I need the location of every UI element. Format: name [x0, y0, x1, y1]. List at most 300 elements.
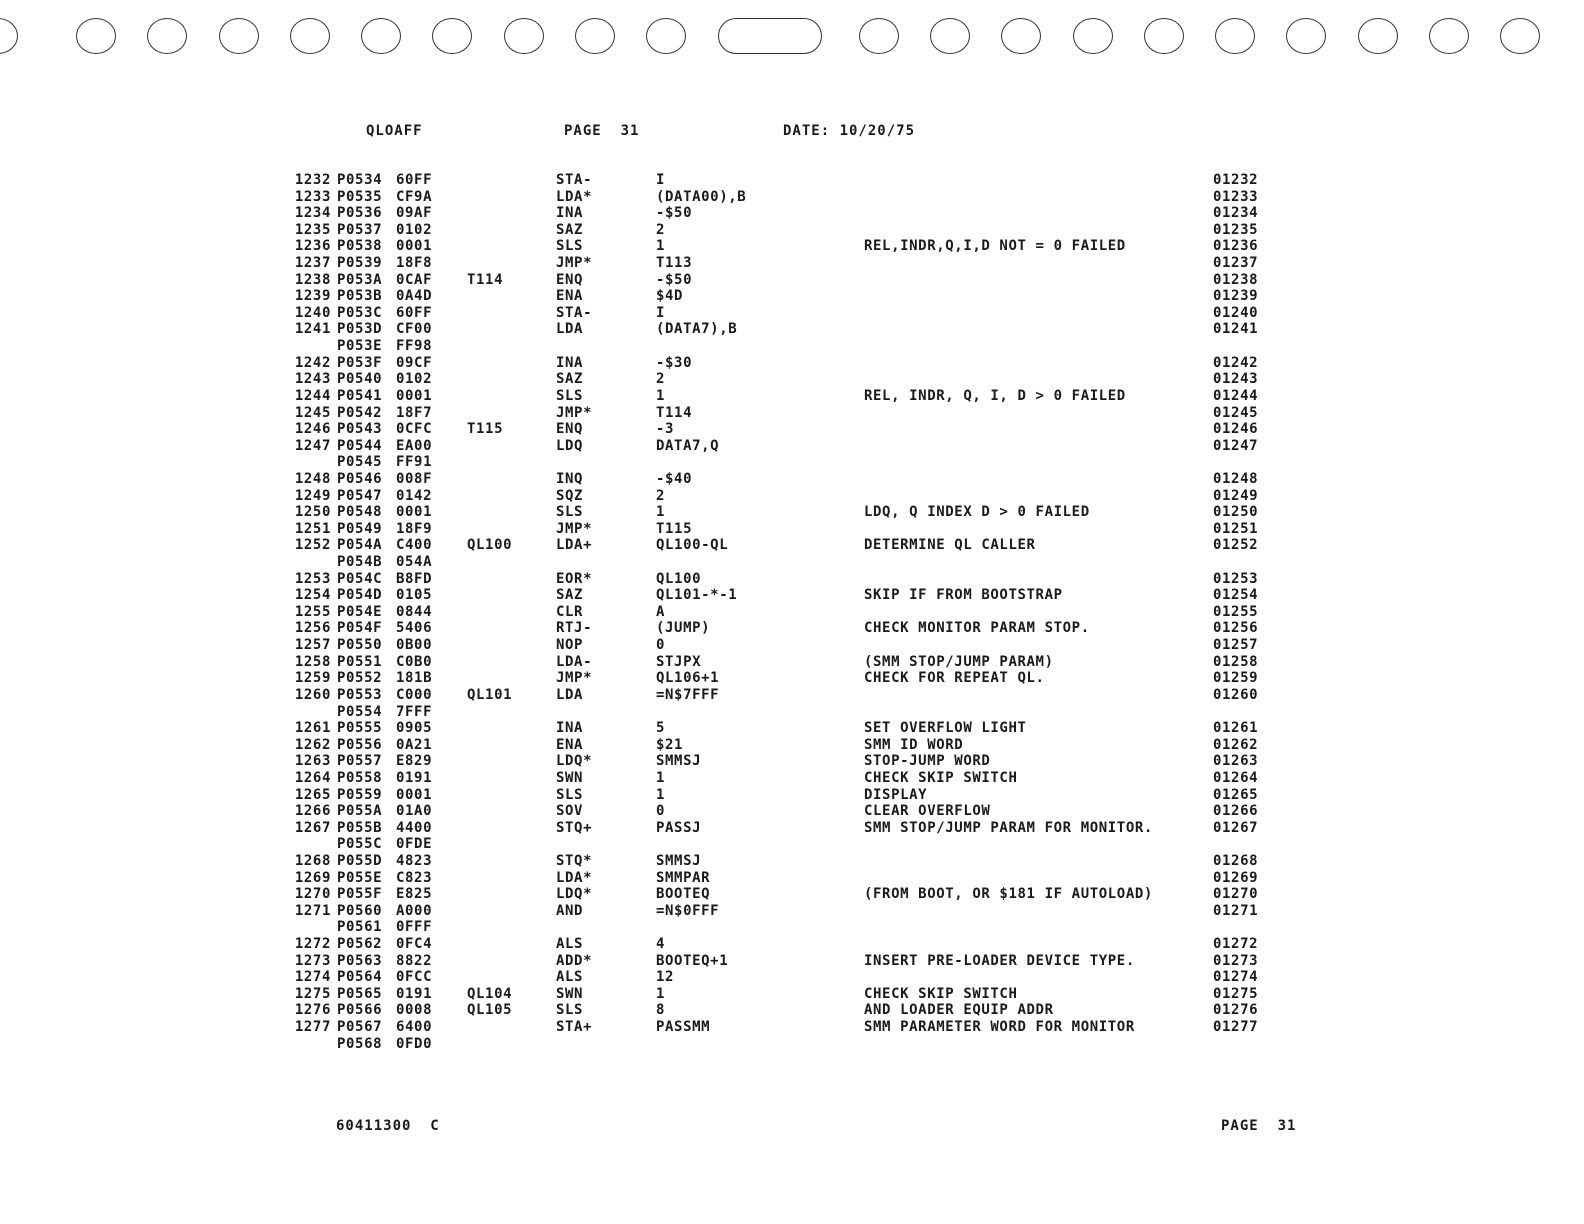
- listing-line: [0, 288, 1584, 305]
- object-code: 0001: [396, 387, 433, 404]
- line-number: 1263: [294, 753, 331, 770]
- object-code: 0FFF: [396, 919, 433, 936]
- opcode: ADD*: [556, 952, 593, 969]
- object-code: 0844: [396, 603, 433, 620]
- sequence-ref: 01270: [1213, 886, 1259, 903]
- label: QL104: [467, 985, 513, 1002]
- listing-line: [0, 521, 1584, 538]
- address: P0540: [337, 371, 383, 388]
- address: P0566: [337, 1002, 383, 1019]
- label: QL100: [467, 537, 513, 554]
- sequence-ref: 01235: [1213, 221, 1259, 238]
- opcode: ENA: [556, 736, 584, 753]
- operand: (DATA7),B: [656, 321, 738, 338]
- listing-line: [0, 753, 1584, 770]
- listing-line: [0, 222, 1584, 239]
- listing-line: [0, 654, 1584, 671]
- object-code: 0102: [396, 221, 433, 238]
- line-number: 1266: [294, 803, 331, 820]
- address: P0547: [337, 487, 383, 504]
- sequence-ref: 01275: [1213, 985, 1259, 1002]
- address: P055E: [337, 869, 383, 886]
- address: P053C: [337, 304, 383, 321]
- address: P0562: [337, 936, 383, 953]
- listing-line: [0, 720, 1584, 737]
- line-number: 1243: [294, 371, 331, 388]
- object-code: FF91: [396, 454, 433, 471]
- address: P0556: [337, 736, 383, 753]
- address: P0550: [337, 637, 383, 654]
- line-number: 1237: [294, 255, 331, 272]
- address: P055D: [337, 852, 383, 869]
- line-number: 1271: [294, 902, 331, 919]
- sequence-ref: 01251: [1213, 520, 1259, 537]
- address: P054D: [337, 587, 383, 604]
- listing-line: [0, 554, 1584, 571]
- address: P054E: [337, 603, 383, 620]
- label: QL105: [467, 1002, 513, 1019]
- opcode: INA: [556, 354, 584, 371]
- object-code: 0CAF: [396, 271, 433, 288]
- binder-hole-icon: [0, 18, 18, 54]
- operand: BOOTEQ+1: [656, 952, 729, 969]
- line-number: 1258: [294, 653, 331, 670]
- binder-hole-icon: [1215, 18, 1255, 54]
- sequence-ref: 01254: [1213, 587, 1259, 604]
- operand: -$50: [656, 205, 693, 222]
- label: T115: [467, 421, 504, 438]
- operand: =N$7FFF: [656, 686, 720, 703]
- object-code: 8822: [396, 952, 433, 969]
- line-number: 1277: [294, 1019, 331, 1036]
- line-number: 1270: [294, 886, 331, 903]
- sequence-ref: 01266: [1213, 803, 1259, 820]
- object-code: A000: [396, 902, 433, 919]
- sequence-ref: 01244: [1213, 387, 1259, 404]
- operand: 2: [656, 371, 666, 388]
- address: P053F: [337, 354, 383, 371]
- line-number: 1256: [294, 620, 331, 637]
- object-code: CF00: [396, 321, 433, 338]
- address: P0544: [337, 437, 383, 454]
- line-number: 1251: [294, 520, 331, 537]
- object-code: 18F7: [396, 404, 433, 421]
- operand: 1: [656, 504, 666, 521]
- object-code: 0142: [396, 487, 433, 504]
- object-code: EA00: [396, 437, 433, 454]
- comment: CHECK FOR REPEAT QL.: [864, 670, 1045, 687]
- address: P0561: [337, 919, 383, 936]
- line-number: 1252: [294, 537, 331, 554]
- object-code: 0FC4: [396, 936, 433, 953]
- operand: SMMPAR: [656, 869, 711, 886]
- operand: BOOTEQ: [656, 886, 711, 903]
- binder-hole-icon: [219, 18, 259, 54]
- line-number: 1233: [294, 188, 331, 205]
- sequence-ref: 01249: [1213, 487, 1259, 504]
- operand: 1: [656, 238, 666, 255]
- listing-line: [0, 969, 1584, 986]
- listing-line: [0, 488, 1584, 505]
- sequence-ref: 01257: [1213, 637, 1259, 654]
- address: P0541: [337, 387, 383, 404]
- opcode: STA-: [556, 304, 593, 321]
- object-code: 0FCC: [396, 969, 433, 986]
- binder-hole-icon: [859, 18, 899, 54]
- operand: I: [656, 172, 666, 188]
- operand: -$30: [656, 354, 693, 371]
- binder-hole-icon: [1500, 18, 1540, 54]
- operand: $21: [656, 736, 684, 753]
- address: P054A: [337, 537, 383, 554]
- address: P0553: [337, 686, 383, 703]
- listing-line: [0, 238, 1584, 255]
- sequence-ref: 01272: [1213, 936, 1259, 953]
- line-number: 1250: [294, 504, 331, 521]
- sequence-ref: 01265: [1213, 786, 1259, 803]
- binder-hole-icon: [1144, 18, 1184, 54]
- opcode: NOP: [556, 637, 584, 654]
- line-number: 1245: [294, 404, 331, 421]
- listing-line: [0, 787, 1584, 804]
- address: P055F: [337, 886, 383, 903]
- opcode: ENA: [556, 288, 584, 305]
- comment: CHECK MONITOR PARAM STOP.: [864, 620, 1090, 637]
- comment: LDQ, Q INDEX D > 0 FAILED: [864, 504, 1090, 521]
- sequence-ref: 01239: [1213, 288, 1259, 305]
- sequence-ref: 01273: [1213, 952, 1259, 969]
- address: P0555: [337, 720, 383, 737]
- address: P053A: [337, 271, 383, 288]
- operand: 12: [656, 969, 675, 986]
- line-number: 1246: [294, 421, 331, 438]
- sequence-ref: 01247: [1213, 437, 1259, 454]
- object-code: 0001: [396, 238, 433, 255]
- address: P054F: [337, 620, 383, 637]
- listing-line: [0, 405, 1584, 422]
- listing-line: [0, 953, 1584, 970]
- line-number: 1262: [294, 736, 331, 753]
- operand: QL106+1: [656, 670, 720, 687]
- address: P0539: [337, 255, 383, 272]
- opcode: LDA: [556, 321, 584, 338]
- opcode: LDA*: [556, 188, 593, 205]
- program-name: QLOAFF: [366, 123, 423, 139]
- line-number: 1248: [294, 470, 331, 487]
- operand: STJPX: [656, 653, 702, 670]
- operand: 1: [656, 769, 666, 786]
- object-code: 0FDE: [396, 836, 433, 853]
- opcode: LDQ*: [556, 753, 593, 770]
- opcode: INQ: [556, 470, 584, 487]
- operand: 4: [656, 936, 666, 953]
- address: P0552: [337, 670, 383, 687]
- operand: T114: [656, 404, 693, 421]
- sequence-ref: 01271: [1213, 902, 1259, 919]
- opcode: SAZ: [556, 371, 584, 388]
- line-number: 1247: [294, 437, 331, 454]
- opcode: SAZ: [556, 587, 584, 604]
- binder-holes: [0, 0, 1584, 70]
- object-code: C000: [396, 686, 433, 703]
- operand: -$50: [656, 271, 693, 288]
- opcode: JMP*: [556, 520, 593, 537]
- operand: PASSMM: [656, 1019, 711, 1036]
- object-code: 01A0: [396, 803, 433, 820]
- sequence-ref: 01245: [1213, 404, 1259, 421]
- sequence-ref: 01236: [1213, 238, 1259, 255]
- object-code: 7FFF: [396, 703, 433, 720]
- line-number: 1249: [294, 487, 331, 504]
- listing-line: [0, 737, 1584, 754]
- listing-line: [0, 986, 1584, 1003]
- operand: (DATA00),B: [656, 188, 747, 205]
- operand: QL100-QL: [656, 537, 729, 554]
- opcode: JMP*: [556, 404, 593, 421]
- listing-line: [0, 870, 1584, 887]
- comment: SMM PARAMETER WORD FOR MONITOR: [864, 1019, 1135, 1036]
- listing-line: [0, 388, 1584, 405]
- address: P0545: [337, 454, 383, 471]
- listing-line: [0, 172, 1584, 189]
- address: P0536: [337, 205, 383, 222]
- comment: DISPLAY: [864, 786, 928, 803]
- object-code: 0A21: [396, 736, 433, 753]
- listing-line: [0, 1002, 1584, 1019]
- listing-line: [0, 604, 1584, 621]
- address: P053D: [337, 321, 383, 338]
- object-code: FF98: [396, 338, 433, 355]
- sequence-ref: 01255: [1213, 603, 1259, 620]
- line-number: 1241: [294, 321, 331, 338]
- opcode: CLR: [556, 603, 584, 620]
- listing-line: [0, 504, 1584, 521]
- line-number: 1238: [294, 271, 331, 288]
- listing-line: [0, 803, 1584, 820]
- listing-line: [0, 321, 1584, 338]
- line-number: 1239: [294, 288, 331, 305]
- line-number: 1260: [294, 686, 331, 703]
- opcode: LDA: [556, 686, 584, 703]
- operand: I: [656, 304, 666, 321]
- opcode: STQ*: [556, 852, 593, 869]
- opcode: LDQ: [556, 437, 584, 454]
- listing-line: [0, 537, 1584, 554]
- sequence-ref: 01268: [1213, 852, 1259, 869]
- sequence-ref: 01262: [1213, 736, 1259, 753]
- object-code: 5406: [396, 620, 433, 637]
- binder-hole-icon: [1001, 18, 1041, 54]
- object-code: 0001: [396, 786, 433, 803]
- listing-line: [0, 620, 1584, 637]
- opcode: ALS: [556, 969, 584, 986]
- line-number: 1254: [294, 587, 331, 604]
- object-code: 181B: [396, 670, 433, 687]
- binder-hole-icon: [361, 18, 401, 54]
- line-number: 1264: [294, 769, 331, 786]
- opcode: SLS: [556, 786, 584, 803]
- listing-line: [0, 189, 1584, 206]
- operand: 2: [656, 487, 666, 504]
- operand: -$40: [656, 470, 693, 487]
- listing-line: [0, 571, 1584, 588]
- object-code: 09CF: [396, 354, 433, 371]
- operand: QL101-*-1: [656, 587, 738, 604]
- object-code: E825: [396, 886, 433, 903]
- object-code: 0191: [396, 769, 433, 786]
- sequence-ref: 01277: [1213, 1019, 1259, 1036]
- object-code: 4823: [396, 852, 433, 869]
- address: P055C: [337, 836, 383, 853]
- line-number: 1276: [294, 1002, 331, 1019]
- comment: CHECK SKIP SWITCH: [864, 769, 1018, 786]
- address: P0567: [337, 1019, 383, 1036]
- sequence-ref: 01252: [1213, 537, 1259, 554]
- object-code: 18F8: [396, 255, 433, 272]
- operand: SMMSJ: [656, 753, 702, 770]
- address: P053B: [337, 288, 383, 305]
- operand: SMMSJ: [656, 852, 702, 869]
- operand: -3: [656, 421, 675, 438]
- assembly-listing: [0, 172, 1584, 1052]
- opcode: ALS: [556, 936, 584, 953]
- line-number: 1244: [294, 387, 331, 404]
- comment: CHECK SKIP SWITCH: [864, 985, 1018, 1002]
- operand: 2: [656, 221, 666, 238]
- opcode: INA: [556, 720, 584, 737]
- comment: (FROM BOOT, OR $181 IF AUTOLOAD): [864, 886, 1153, 903]
- opcode: JMP*: [556, 255, 593, 272]
- address: P0557: [337, 753, 383, 770]
- sequence-ref: 01253: [1213, 570, 1259, 587]
- opcode: EOR*: [556, 570, 593, 587]
- address: P0535: [337, 188, 383, 205]
- comment: (SMM STOP/JUMP PARAM): [864, 653, 1054, 670]
- listing-line: [0, 471, 1584, 488]
- address: P0534: [337, 172, 383, 188]
- address: P0546: [337, 470, 383, 487]
- comment: SET OVERFLOW LIGHT: [864, 720, 1027, 737]
- sequence-ref: 01250: [1213, 504, 1259, 521]
- address: P0559: [337, 786, 383, 803]
- binder-hole-icon: [76, 18, 116, 54]
- address: P0551: [337, 653, 383, 670]
- object-code: 0191: [396, 985, 433, 1002]
- line-number: 1275: [294, 985, 331, 1002]
- binder-hole-icon: [1358, 18, 1398, 54]
- comment: CLEAR OVERFLOW: [864, 803, 991, 820]
- listing-line: [0, 853, 1584, 870]
- opcode: LDA*: [556, 869, 593, 886]
- operand: 1: [656, 387, 666, 404]
- object-code: 008F: [396, 470, 433, 487]
- sequence-ref: 01274: [1213, 969, 1259, 986]
- line-number: 1235: [294, 221, 331, 238]
- listing-line: [0, 820, 1584, 837]
- listing-line: [0, 836, 1584, 853]
- binder-hole-icon: [930, 18, 970, 54]
- label: QL101: [467, 686, 513, 703]
- sequence-ref: 01237: [1213, 255, 1259, 272]
- operand: 5: [656, 720, 666, 737]
- sequence-ref: 01256: [1213, 620, 1259, 637]
- address: P0554: [337, 703, 383, 720]
- comment: STOP-JUMP WORD: [864, 753, 991, 770]
- sequence-ref: 01233: [1213, 188, 1259, 205]
- sequence-ref: 01269: [1213, 869, 1259, 886]
- binder-hole-icon: [1073, 18, 1113, 54]
- sequence-ref: 01261: [1213, 720, 1259, 737]
- listing-line: [0, 936, 1584, 953]
- address: P0560: [337, 902, 383, 919]
- sequence-ref: 01264: [1213, 769, 1259, 786]
- address: P0563: [337, 952, 383, 969]
- comment: DETERMINE QL CALLER: [864, 537, 1036, 554]
- opcode: AND: [556, 902, 584, 919]
- address: P0538: [337, 238, 383, 255]
- opcode: SLS: [556, 238, 584, 255]
- sequence-ref: 01242: [1213, 354, 1259, 371]
- listing-line: [0, 587, 1584, 604]
- opcode: SLS: [556, 504, 584, 521]
- object-code: C400: [396, 537, 433, 554]
- object-code: C0B0: [396, 653, 433, 670]
- opcode: STA+: [556, 1019, 593, 1036]
- operand: A: [656, 603, 666, 620]
- line-number: 1234: [294, 205, 331, 222]
- listing-line: [0, 272, 1584, 289]
- sequence-ref: 01240: [1213, 304, 1259, 321]
- address: P0537: [337, 221, 383, 238]
- opcode: ENQ: [556, 271, 584, 288]
- sequence-ref: 01234: [1213, 205, 1259, 222]
- comment: SMM STOP/JUMP PARAM FOR MONITOR.: [864, 819, 1153, 836]
- opcode: SLS: [556, 387, 584, 404]
- sequence-ref: 01243: [1213, 371, 1259, 388]
- opcode: SOV: [556, 803, 584, 820]
- sequence-ref: 01246: [1213, 421, 1259, 438]
- line-number: 1259: [294, 670, 331, 687]
- operand: 0: [656, 803, 666, 820]
- operand: T115: [656, 520, 693, 537]
- object-code: C823: [396, 869, 433, 886]
- operand: =N$0FFF: [656, 902, 720, 919]
- object-code: 0001: [396, 504, 433, 521]
- object-code: 60FF: [396, 304, 433, 321]
- object-code: E829: [396, 753, 433, 770]
- operand: QL100: [656, 570, 702, 587]
- line-number: 1253: [294, 570, 331, 587]
- operand: T113: [656, 255, 693, 272]
- listing-line: [0, 438, 1584, 455]
- listing-line: [0, 919, 1584, 936]
- sequence-ref: 01276: [1213, 1002, 1259, 1019]
- listing-line: [0, 305, 1584, 322]
- line-number: 1265: [294, 786, 331, 803]
- comment: SKIP IF FROM BOOTSTRAP: [864, 587, 1063, 604]
- line-number: 1274: [294, 969, 331, 986]
- address: P055B: [337, 819, 383, 836]
- opcode: JMP*: [556, 670, 593, 687]
- operand: 8: [656, 1002, 666, 1019]
- comment: INSERT PRE-LOADER DEVICE TYPE.: [864, 952, 1135, 969]
- opcode: LDA+: [556, 537, 593, 554]
- label: T114: [467, 271, 504, 288]
- address: P0564: [337, 969, 383, 986]
- listing-line: [0, 421, 1584, 438]
- object-code: 0008: [396, 1002, 433, 1019]
- footer-page-number: PAGE 31: [1221, 1118, 1297, 1134]
